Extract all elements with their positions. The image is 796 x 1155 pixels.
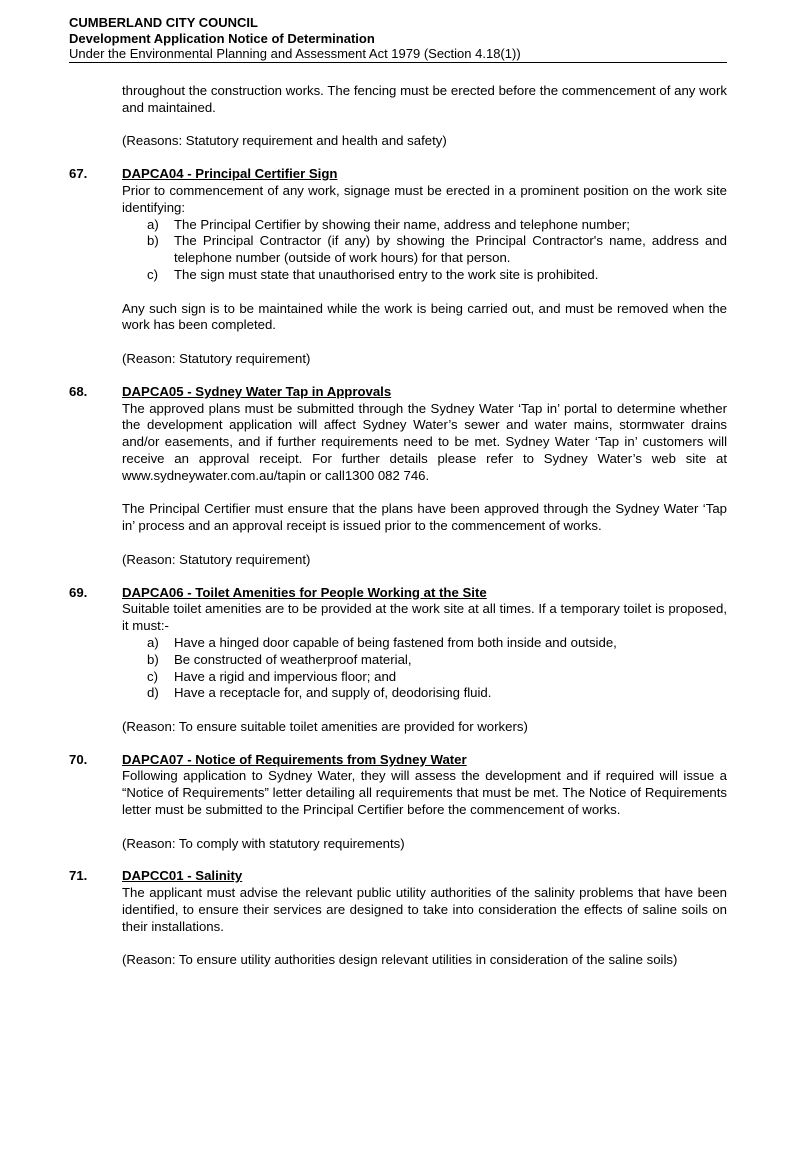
condition-number: 69. [69, 584, 88, 600]
condition-reason: (Reason: To comply with statutory requirements) [122, 835, 405, 851]
list-item-text: The sign must state that unauthorised entry to the work site is prohibited. [174, 266, 599, 282]
list-item-label: d) [147, 685, 159, 701]
list-item [122, 652, 727, 669]
condition-71 [69, 868, 727, 969]
condition-67 [69, 166, 727, 368]
list-item-label: c) [147, 668, 158, 684]
continued-condition [69, 83, 727, 150]
condition-list [122, 635, 727, 702]
header-divider [69, 62, 727, 63]
list-item-text: Have a rigid and impervious floor; and [174, 668, 397, 684]
condition-69 [69, 585, 727, 736]
condition-paragraph: Following application to Sydney Water, they will assess the development and if required will issue a “Notice of Requirements” letter detailing all requirements that must be met. The Notice of Requirements letter must be submitted to the Principal Certifier before the commencement of works. [122, 768, 727, 818]
list-item-label: b) [147, 233, 159, 249]
condition-reason: (Reason: Statutory requirement) [122, 551, 311, 567]
continued-paragraph: throughout the construction works. The fencing must be erected before the commencement of any work and maintained. [122, 83, 727, 115]
council-name: CUMBERLAND CITY COUNCIL [69, 15, 258, 30]
list-item-label: c) [147, 266, 158, 282]
list-item [122, 669, 727, 686]
act-reference: Under the Environmental Planning and Assessment Act 1979 (Section 4.18(1)) [69, 46, 521, 61]
condition-number: 71. [69, 868, 88, 884]
condition-number: 70. [69, 751, 88, 767]
condition-number: 68. [69, 383, 88, 399]
condition-paragraph: The applicant must advise the relevant public utility authorities of the salinity problems that have been identified, to ensure their services are designed to take into consideration the effects of saline soils on their installations. [122, 885, 727, 934]
condition-paragraph: Suitable toilet amenities are to be provided at the work site at all times. If a temporary toilet is proposed, it must:- [122, 601, 727, 634]
page-header [69, 15, 727, 62]
list-item [122, 233, 727, 267]
list-item-text: The Principal Certifier by showing their name, address and telephone number; [174, 216, 630, 232]
list-item-text: The Principal Contractor (if any) by showing the Principal Contractor's name, address and telephone number (outside of work hours) for that person. [174, 233, 727, 266]
condition-title: DAPCA05 - Sydney Water Tap in Approvals [122, 383, 392, 399]
list-item-text: Have a receptacle for, and supply of, deodorising fluid. [174, 685, 492, 701]
document-title: Development Application Notice of Determination [69, 30, 375, 46]
condition-list [122, 217, 727, 284]
condition-title: DAPCA04 - Principal Certifier Sign [122, 166, 338, 182]
list-item-text: Be constructed of weatherproof material, [174, 651, 412, 667]
list-item-label: a) [147, 216, 159, 232]
list-item [122, 635, 727, 652]
document-body [69, 83, 727, 969]
condition-paragraph: Prior to commencement of any work, signage must be erected in a prominent position on the work site identifying: [122, 182, 727, 215]
condition-paragraph-2: Any such sign is to be maintained while the work is being carried out, and must be removed when the work has been completed. [122, 300, 727, 333]
list-item-label: a) [147, 634, 159, 650]
condition-reason: (Reason: Statutory requirement) [122, 350, 311, 366]
list-item-label: b) [147, 651, 159, 667]
list-item [122, 685, 727, 702]
condition-reason: (Reason: To ensure utility authorities design relevant utilities in consideration of the saline soils) [122, 952, 678, 968]
condition-title: DAPCA07 - Notice of Requirements from Sydney Water [122, 751, 467, 767]
condition-reason: (Reason: To ensure suitable toilet amenities are provided for workers) [122, 718, 528, 734]
condition-title: DAPCC01 - Salinity [122, 868, 243, 884]
list-item [122, 267, 727, 284]
condition-paragraph: The approved plans must be submitted through the Sydney Water ‘Tap in’ portal to determine whether the development application will affect Sydney Water’s sewer and water mains, stormwater drains and/or easements, and if further requirements need to be met. Sydney Water ‘Tap in’ customers will receive an approval receipt. For further details please refer to Sydney Water’s web site at www.sydneywater.com.au/tapin or call1300 082 746. [122, 400, 727, 483]
condition-68 [69, 384, 727, 569]
condition-paragraph-2: The Principal Certifier must ensure that the plans have been approved through the Sydney Water ‘Tap in’ process and an approval receipt is issued prior to the commencement of works. [122, 501, 727, 534]
continued-reason: (Reasons: Statutory requirement and health and safety) [122, 133, 447, 149]
list-item [122, 217, 727, 234]
condition-70 [69, 752, 727, 853]
list-item-text: Have a hinged door capable of being fastened from both inside and outside, [174, 634, 617, 650]
condition-title: DAPCA06 - Toilet Amenities for People Working at the Site [122, 584, 487, 600]
condition-number: 67. [69, 166, 88, 182]
